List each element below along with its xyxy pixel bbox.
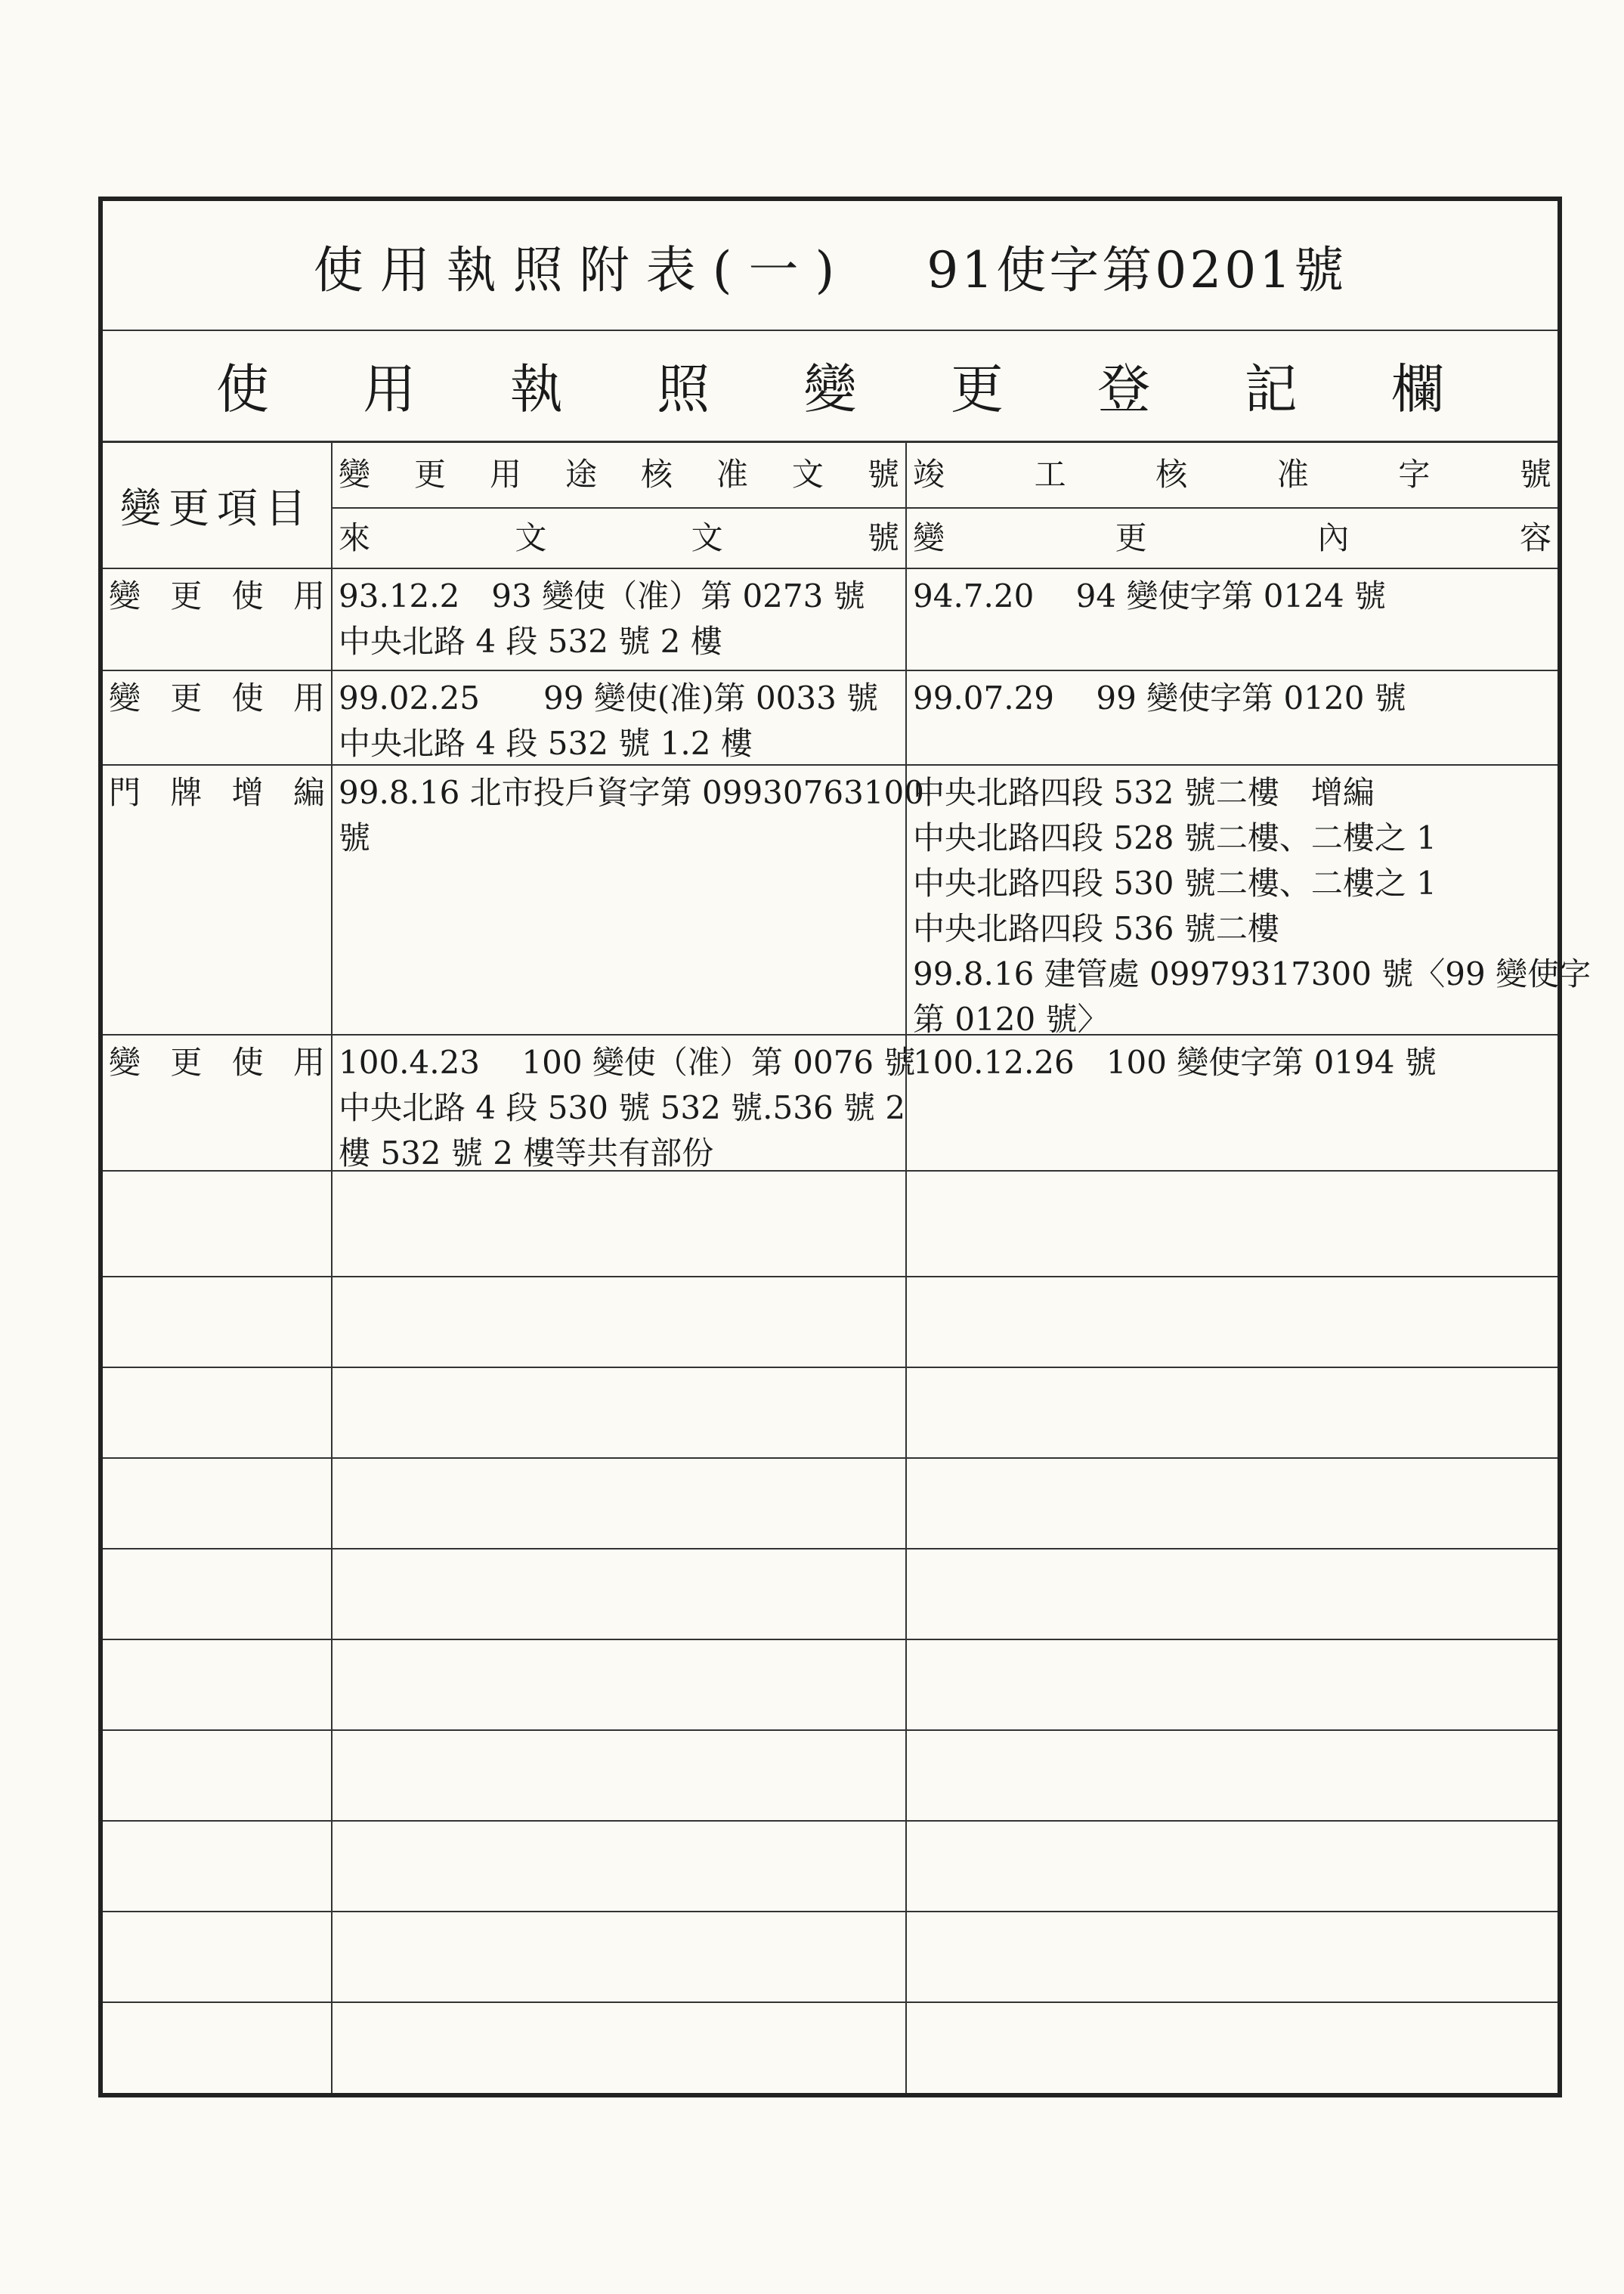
item-char: 增 <box>231 774 264 811</box>
cell-line: 99.02.25 99 變使(准)第 0033 號 <box>339 680 879 717</box>
cell-line: 100.4.23 100 變使（准）第 0076 號 <box>339 1044 916 1081</box>
item-char: 用 <box>292 680 325 717</box>
cell-line: 樓 532 號 2 樓等共有部份 <box>339 1135 714 1172</box>
row-divider <box>103 1729 1557 1731</box>
subtitle-char: 登 <box>1097 358 1151 420</box>
header-char: 來 <box>339 519 371 556</box>
row-divider <box>103 1911 1557 1912</box>
cell-line: 中央北路四段 530 號二樓、二樓之 1 <box>913 865 1437 902</box>
item-char: 更 <box>170 577 203 615</box>
item-char: 門 <box>109 774 141 811</box>
row-item <box>103 671 331 717</box>
subtitle-char: 更 <box>950 358 1004 420</box>
subtitle-char: 使 <box>216 358 269 420</box>
subtitle-char: 記 <box>1244 358 1298 420</box>
header-char: 號 <box>867 456 899 493</box>
header-char: 變 <box>913 519 945 556</box>
cell-line: 中央北路 4 段 532 號 2 樓 <box>339 623 722 660</box>
form-title <box>103 201 1557 331</box>
row-approval-cell <box>333 671 905 771</box>
cell-line: 號 <box>339 819 371 856</box>
row-divider <box>103 1548 1557 1549</box>
row-approval-cell <box>333 766 924 865</box>
form-frame <box>98 197 1592 2097</box>
subtitle-char: 執 <box>509 358 563 420</box>
cell-line: 中央北路 4 段 530 號 532 號.536 號 2 <box>339 1089 906 1126</box>
header-char: 文 <box>691 519 723 556</box>
row-item <box>103 1036 331 1081</box>
header-char: 更 <box>1115 519 1147 556</box>
header-char: 號 <box>867 519 899 556</box>
item-char: 使 <box>231 680 264 717</box>
row-item <box>103 569 331 615</box>
subtitle-char: 欄 <box>1391 358 1444 420</box>
cell-line: 99.8.16 建管處 09979317300 號〈99 變使字 <box>913 955 1592 992</box>
header-char: 工 <box>1034 456 1066 493</box>
cell-line: 中央北路 4 段 532 號 1.2 樓 <box>339 725 753 762</box>
row-completion-cell <box>907 569 1557 624</box>
header-char: 更 <box>413 456 446 493</box>
title-right: 91使字第0201號 <box>926 240 1347 299</box>
header-char: 變 <box>339 456 371 493</box>
header-char: 字 <box>1398 456 1431 493</box>
row-item <box>103 766 331 811</box>
header-char: 號 <box>1519 456 1551 493</box>
item-char: 更 <box>170 1044 203 1081</box>
subtitle-char: 用 <box>363 358 416 420</box>
cell-line: 99.8.16 北市投戶資字第 09930763100 <box>339 774 924 811</box>
cell-line: 99.07.29 99 變使字第 0120 號 <box>913 680 1406 717</box>
header-change-item: 變更項目 <box>120 484 314 532</box>
subtitle-char: 變 <box>803 358 857 420</box>
row-completion-cell <box>907 671 1557 726</box>
row-divider <box>103 1367 1557 1368</box>
row-approval-cell <box>333 569 905 669</box>
header-char: 內 <box>1317 519 1350 556</box>
item-char: 變 <box>109 680 141 717</box>
form-subtitle <box>103 330 1557 443</box>
item-char: 變 <box>109 577 141 615</box>
item-char: 牌 <box>170 774 203 811</box>
header-char: 文 <box>515 519 547 556</box>
row-approval-cell <box>333 1036 916 1181</box>
row-divider <box>103 2001 1557 2003</box>
row-divider <box>103 1639 1557 1640</box>
item-char: 更 <box>170 680 203 717</box>
item-char: 使 <box>231 577 264 615</box>
header-char: 核 <box>640 456 673 493</box>
item-char: 編 <box>292 774 325 811</box>
item-char: 變 <box>109 1044 141 1081</box>
item-char: 用 <box>292 577 325 615</box>
cell-line: 93.12.2 93 變使（准）第 0273 號 <box>339 577 865 615</box>
header-char: 准 <box>1276 456 1309 493</box>
header-incoming-no <box>333 508 905 568</box>
row-completion-cell <box>907 1036 1557 1090</box>
row-divider <box>103 1820 1557 1822</box>
row-completion-cell <box>907 766 1592 1047</box>
header-change-content <box>907 508 1557 568</box>
header-completion-no <box>907 443 1557 507</box>
item-char: 用 <box>292 1044 325 1081</box>
header-char: 核 <box>1155 456 1188 493</box>
header-approval-no <box>333 443 905 507</box>
title-left: 使用執照附表(一) <box>313 240 852 299</box>
cell-line: 中央北路四段 532 號二樓 增編 <box>913 774 1375 811</box>
header-char: 途 <box>565 456 597 493</box>
cell-line: 第 0120 號〉 <box>913 1001 1109 1038</box>
item-char: 使 <box>231 1044 264 1081</box>
header-char: 竣 <box>913 456 945 493</box>
header-char: 准 <box>716 456 748 493</box>
cell-line: 94.7.20 94 變使字第 0124 號 <box>913 577 1387 615</box>
subtitle-char: 照 <box>657 358 710 420</box>
header-char: 用 <box>489 456 521 493</box>
row-divider <box>103 1457 1557 1459</box>
cell-line: 中央北路四段 536 號二樓 <box>913 910 1279 947</box>
cell-line: 中央北路四段 528 號二樓、二樓之 1 <box>913 819 1437 856</box>
row-divider <box>103 1276 1557 1277</box>
cell-line: 100.12.26 100 變使字第 0194 號 <box>913 1044 1437 1081</box>
header-char: 容 <box>1519 519 1551 556</box>
header-char: 文 <box>791 456 824 493</box>
